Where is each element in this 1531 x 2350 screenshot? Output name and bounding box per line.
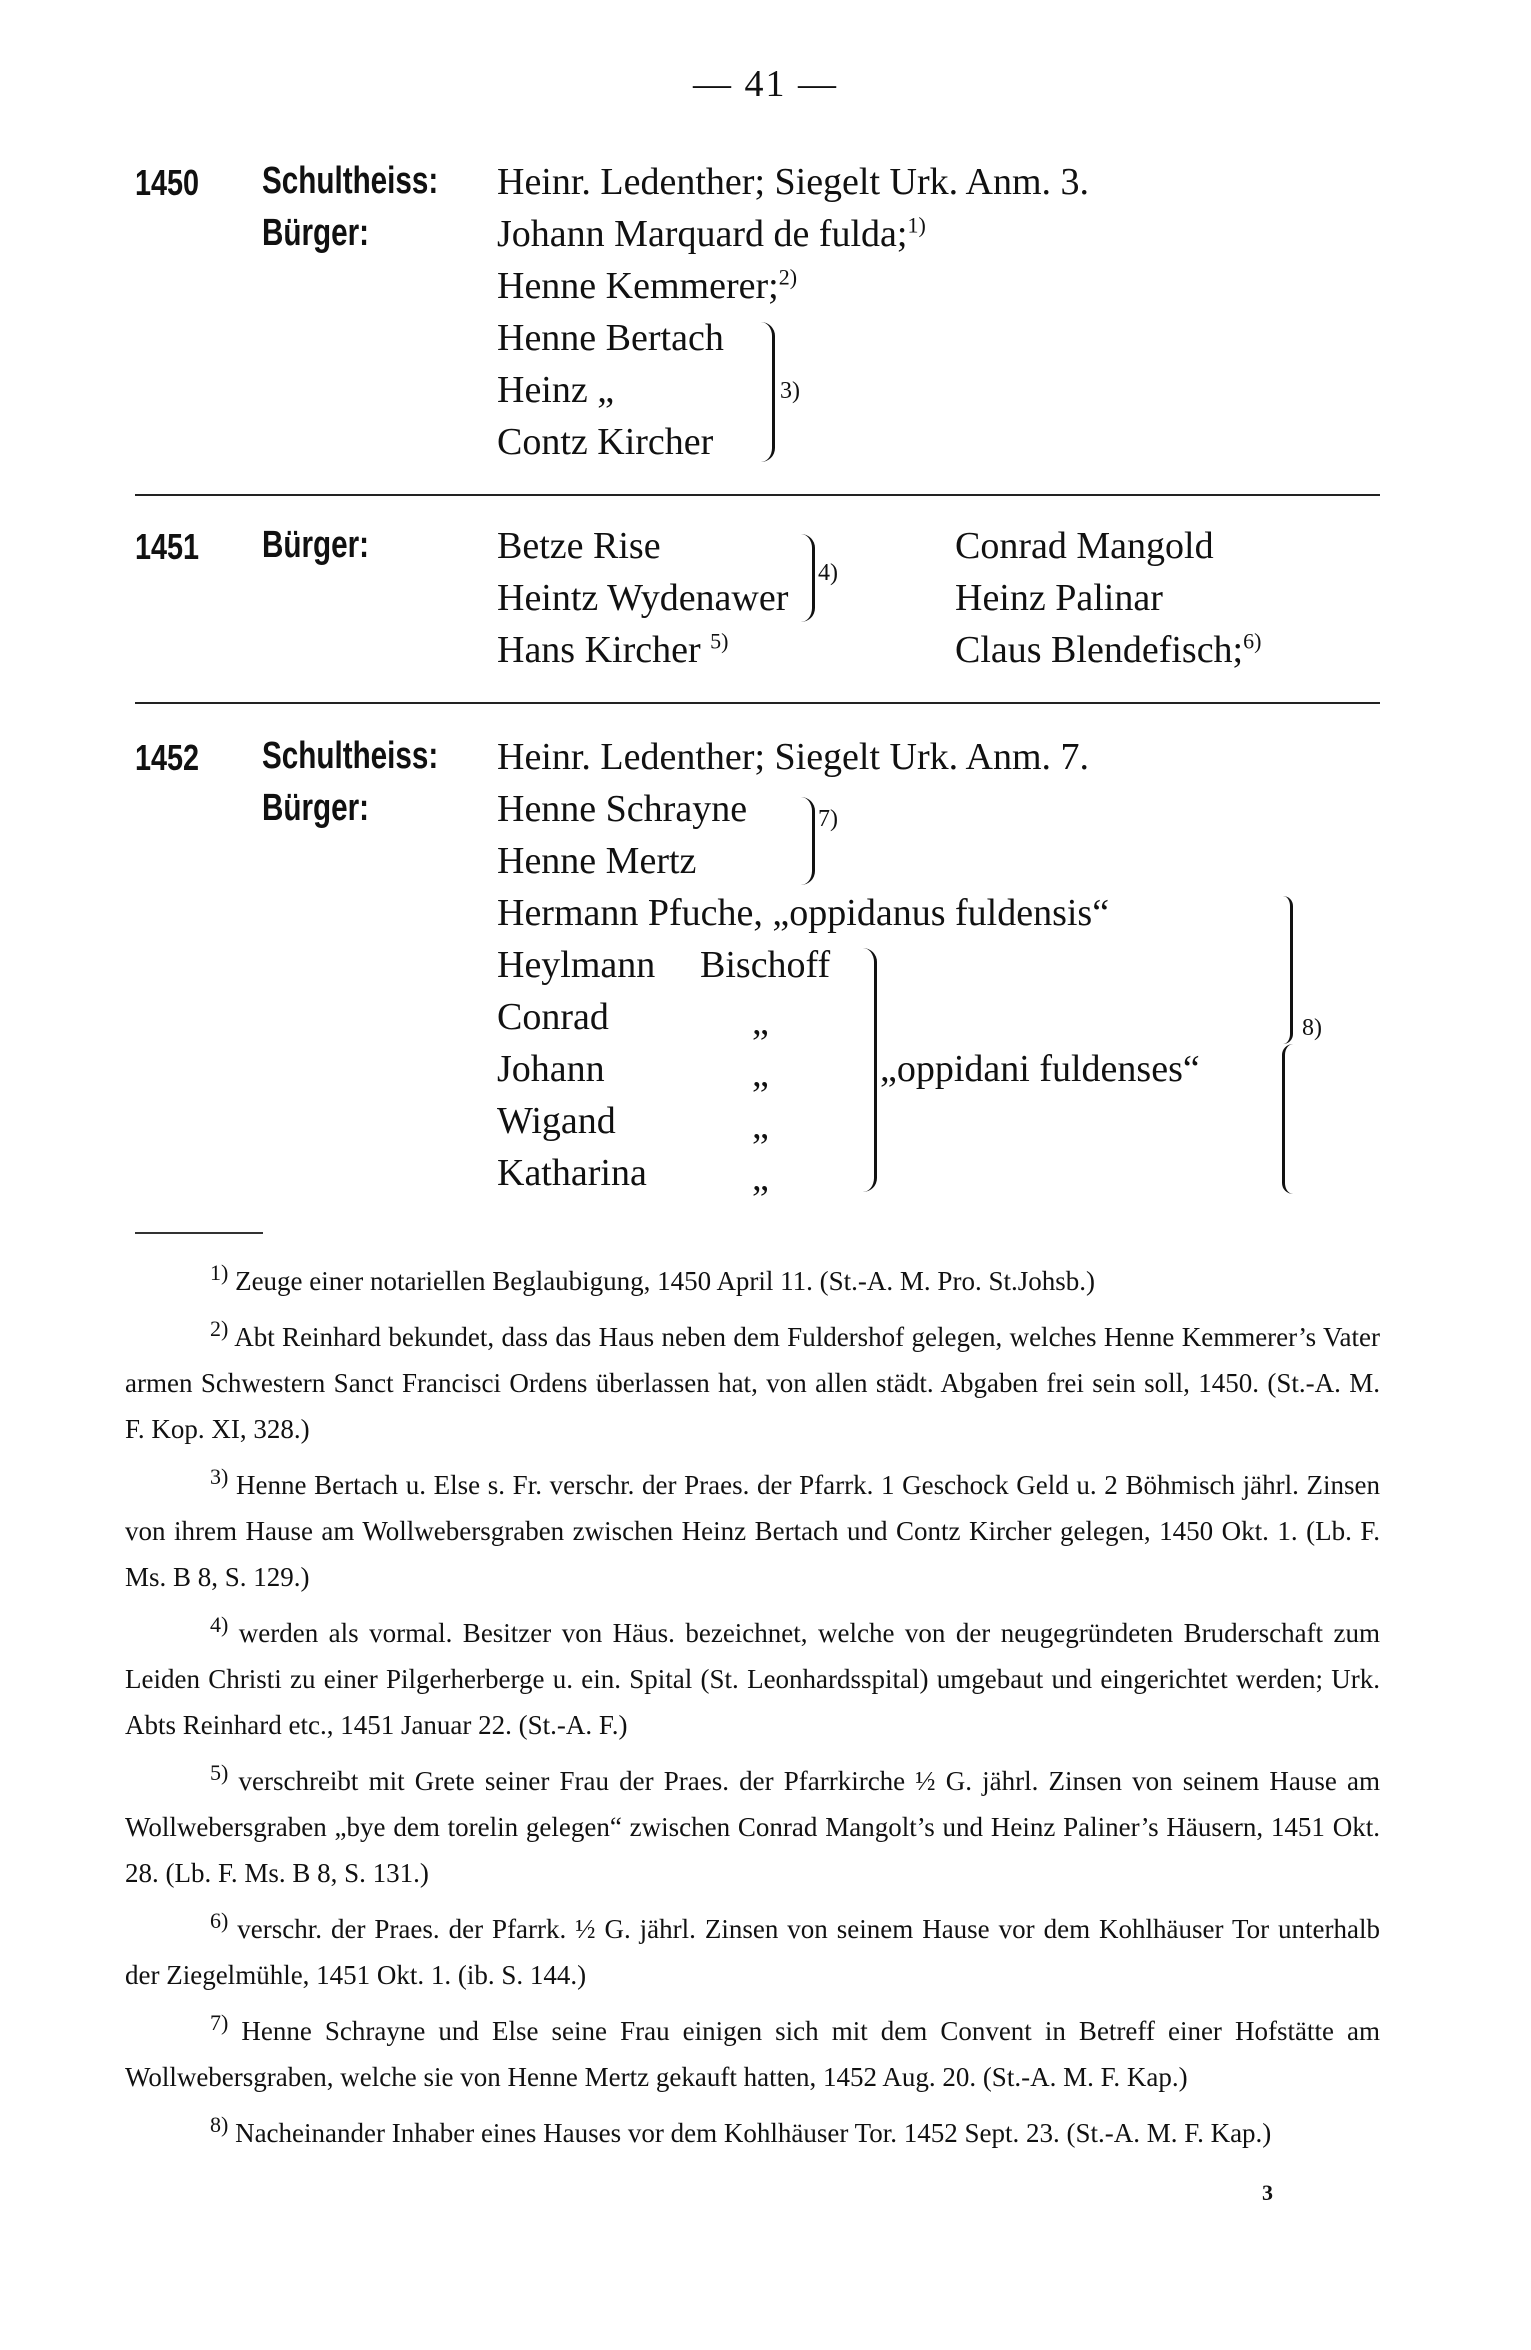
surname: Bischoff: [700, 944, 831, 986]
footnote-ref[interactable]: 5): [710, 628, 729, 654]
entry-year: 1450: [135, 162, 200, 203]
ditto-mark: „: [752, 1001, 769, 1043]
footnote: $^{8)}$ Nacheinander Inhaber eines Hauses vor dem Kohlhäuser Tor. 1452 Sept. 23. (St.-A. M. F. Kap.): [210, 2112, 1272, 2148]
entry-year: 1451: [135, 526, 200, 567]
bracket: [760, 322, 775, 462]
name-line: Conrad Mangold: [955, 525, 1214, 567]
name-line: Heintz Wydenawer: [497, 577, 789, 619]
name-line: Henne Schrayne: [497, 788, 748, 830]
footnote: $^{2)}$ Abt Reinhard bekundet, dass das Haus neben dem Fuldershof gelegen, welches Henne Kemmerer’s Vater armen Schwestern Sanct Francisci Ordens überlassen hat, von allen städt. Abgaben frei sein soll, 1450. (St.-A. M. F. Kop. XI, 328.): [125, 1316, 1380, 1444]
ditto-mark: „: [752, 1105, 769, 1147]
name-line: Johann: [497, 1048, 605, 1090]
schultheiss-value: Heinr. Ledenther; Siegelt Urk. Anm. 3.: [497, 161, 1090, 203]
bracket: [1282, 896, 1293, 1044]
bracket: [1282, 1044, 1293, 1194]
footnote: $^{3)}$ Henne Bertach u. Else s. Fr. verschr. der Praes. der Pfarrk. 1 Geschock Geld u. 2 Böhmisch jährl. Zinsen von ihrem Hause am Wollwebersgraben zwischen Heinz Bertach und Contz Kircher gelegen, 1450 Okt. 1. (Lb. F. Ms. B 8, S. 129.): [125, 1464, 1380, 1592]
divider: [135, 494, 1380, 496]
ditto-mark: „: [752, 1053, 769, 1095]
name-line: Heylmann: [497, 944, 656, 986]
name-line: Hermann Pfuche, „oppidanus fuldensis“: [497, 892, 1110, 934]
bracket: [800, 534, 815, 622]
entry-year: 1452: [135, 737, 200, 778]
name-line: Henne Bertach: [497, 317, 724, 359]
footnote: $^{1)}$ Zeuge einer notariellen Beglaubigung, 1450 April 11. (St.-A. M. Pro. St.Johsb.): [210, 1260, 1095, 1296]
footnote: $^{6)}$ verschr. der Praes. der Pfarrk. ½ G. jährl. Zinsen von seinem Hause vor dem Kohlhäuser Tor unterhalb der Ziegelmühle, 1451 Okt. 1. (ib. S. 144.): [125, 1908, 1380, 1990]
signature-mark: 3: [1262, 2180, 1273, 2205]
name-line: Henne Mertz: [497, 840, 697, 882]
buerger-label: Bürger:: [262, 787, 370, 829]
bracket: [800, 797, 815, 885]
name-line: Katharina: [497, 1152, 647, 1194]
footnote-divider: [135, 1232, 263, 1234]
name-line: Betze Rise: [497, 525, 661, 567]
schultheiss-value: Heinr. Ledenther; Siegelt Urk. Anm. 7.: [497, 736, 1090, 778]
page-number: — 41 —: [693, 63, 838, 105]
name-line: Henne Kemmerer;$^{2)}$: [497, 264, 798, 307]
name-line: Hans Kircher $^{5)}$: [497, 628, 729, 671]
name-line: Heinz „: [497, 369, 615, 411]
buerger-label: Bürger:: [262, 524, 370, 566]
name-line: Contz Kircher: [497, 421, 714, 463]
footnote-ref[interactable]: 6): [1243, 628, 1262, 654]
footnote: $^{5)}$ verschreibt mit Grete seiner Frau der Praes. der Pfarrkirche ½ G. jährl. Zinsen von seinem Hause am Wollwebersgraben „bye dem torelin gelegen“ zwischen Conrad Mangolt’s und Heinz Paliner’s Häusern, 1451 Okt. 28. (Lb. F. Ms. B 8, S. 131.): [125, 1760, 1380, 1888]
name-line: Heinz Palinar: [955, 577, 1163, 619]
name-line: Wigand: [497, 1100, 616, 1142]
ditto-mark: „: [752, 1157, 769, 1199]
name-line: Johann Marquard de fulda;$^{1)}$: [497, 212, 926, 255]
footnote-ref[interactable]: 2): [778, 264, 798, 290]
footnote-ref[interactable]: 4): [818, 560, 838, 586]
footnote-ref[interactable]: 1): [907, 212, 926, 238]
footnote: $^{4)}$ werden als vormal. Besitzer von Häus. bezeichnet, welche von der neugegründeten Bruderschaft zum Leiden Christi zu einer Pilgerherberge u. ein. Spital (St. Leonhardsspital) umgebaut und eingerichtet werden; Urk. Abts Reinhard etc., 1451 Januar 22. (St.-A. F.): [125, 1612, 1380, 1740]
footnote-ref[interactable]: 7): [818, 806, 838, 832]
footnote: $^{7)}$ Henne Schrayne und Else seine Frau einigen sich mit dem Convent in Betreff einer Hofstätte am Wollwebersgraben, welche sie von Henne Mertz gekauft hatten, 1452 Aug. 20. (St.-A. M. F. Kap.): [125, 2010, 1380, 2092]
group-label: „oppidani fuldenses“: [880, 1048, 1200, 1090]
bracket: [862, 948, 877, 1192]
footnote-ref[interactable]: 8): [1302, 1015, 1322, 1041]
footnote-ref[interactable]: 3): [780, 378, 800, 404]
name-line: Conrad: [497, 996, 609, 1038]
footnotes: [125, 1258, 1380, 2166]
schultheiss-label: Schultheiss:: [262, 160, 439, 202]
name-line: Claus Blendefisch;$^{6)}$: [955, 628, 1262, 671]
buerger-label: Bürger:: [262, 212, 370, 254]
divider: [135, 702, 1380, 704]
schultheiss-label: Schultheiss:: [262, 735, 439, 777]
